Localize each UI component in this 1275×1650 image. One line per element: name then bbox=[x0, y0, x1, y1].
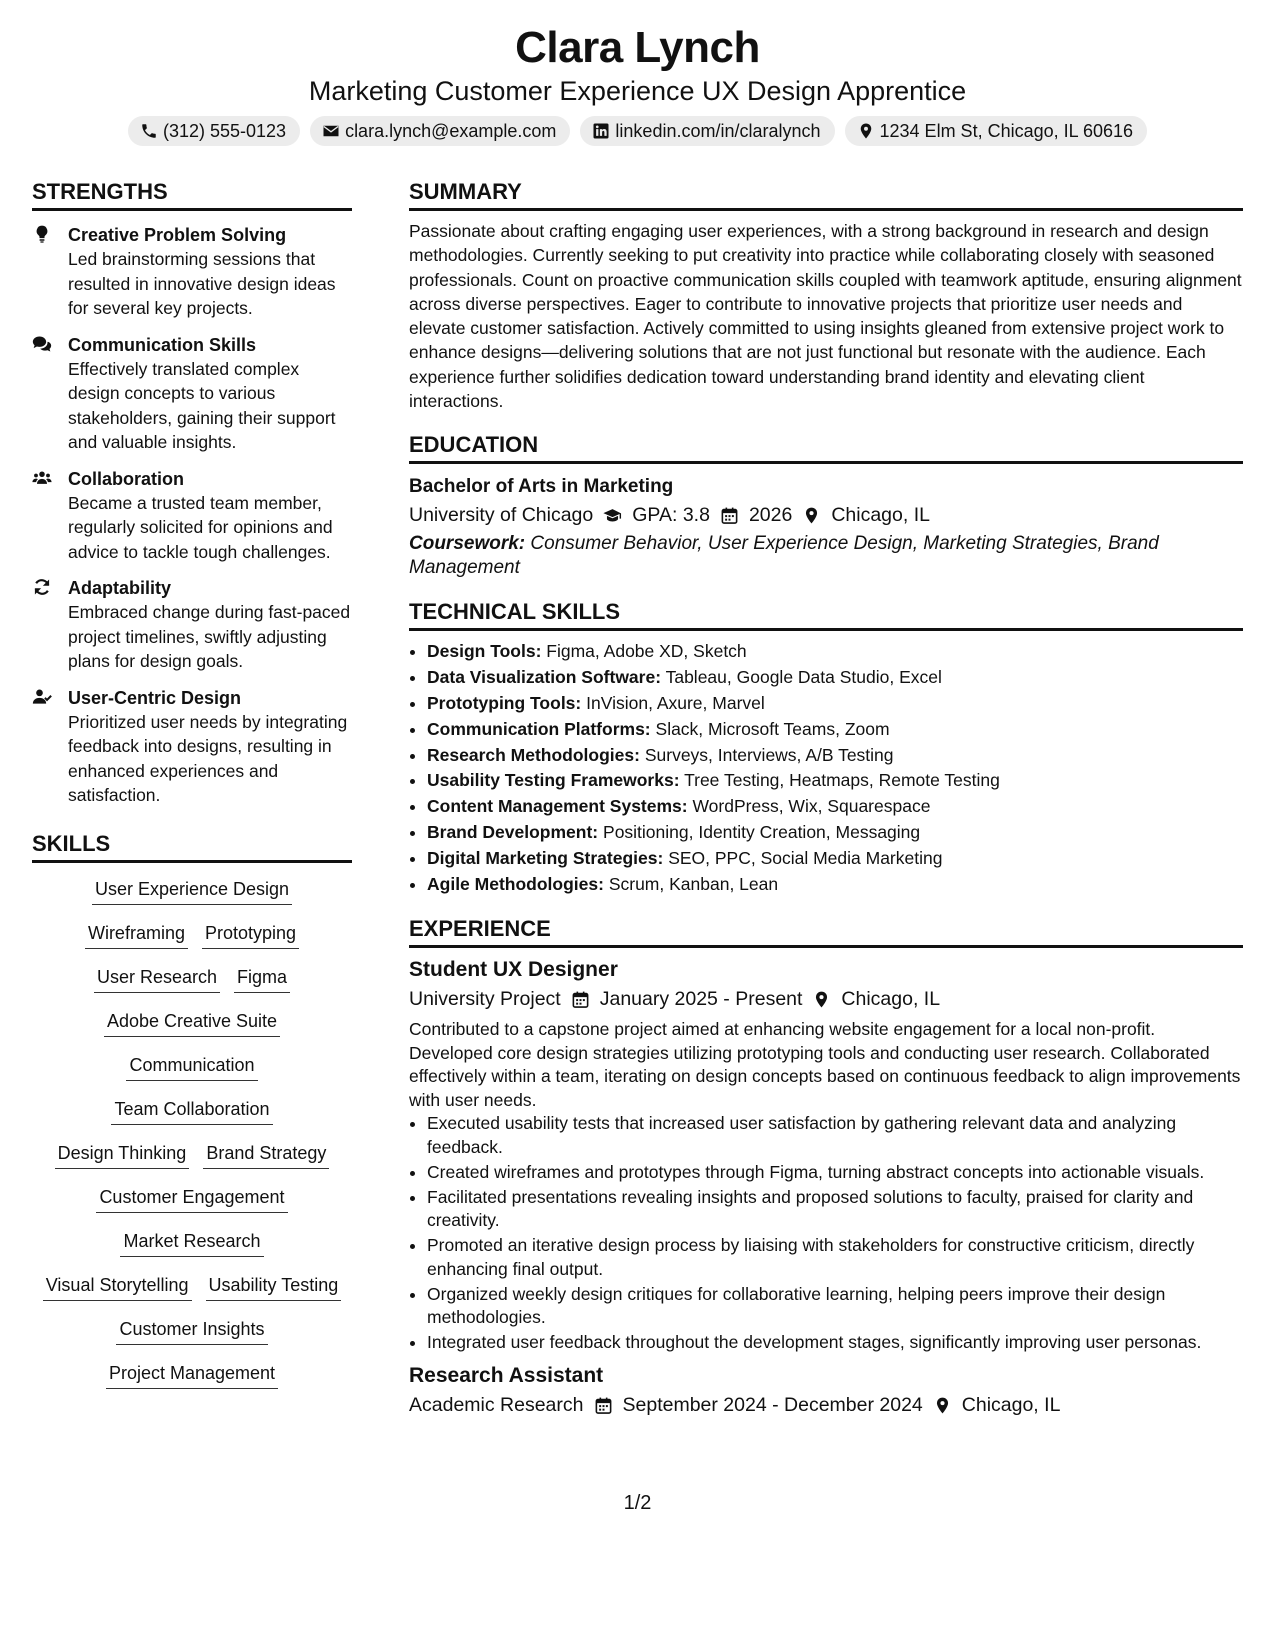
strength-item bbox=[32, 333, 352, 455]
summary-heading: SUMMARY bbox=[409, 178, 1243, 211]
skill-value: Tree Testing, Heatmaps, Remote Testing bbox=[684, 770, 1000, 791]
comments-icon bbox=[32, 333, 54, 455]
strength-desc: Led brainstorming sessions that resulted in innovative design ideas for several key projects. bbox=[68, 249, 336, 318]
contact-email-text: clara.lynch@example.com bbox=[345, 121, 557, 141]
education-location: Chicago, IL bbox=[831, 504, 930, 527]
strength-desc: Embraced change during fast-paced project timelines, swiftly adjusting plans for design goals. bbox=[68, 602, 351, 671]
degree-title: Bachelor of Arts in Marketing bbox=[409, 476, 674, 498]
calendar-icon bbox=[720, 506, 739, 525]
skill-tag: User Research bbox=[94, 965, 220, 993]
skill-tag: Adobe Creative Suite bbox=[104, 1009, 280, 1037]
education-meta bbox=[409, 500, 1243, 530]
list-item bbox=[427, 717, 1243, 743]
list-item bbox=[427, 743, 1243, 769]
job-location: Chicago, IL bbox=[961, 1394, 1061, 1417]
strength-title: Creative Problem Solving bbox=[68, 225, 287, 245]
envelope-icon bbox=[322, 122, 340, 140]
strength-item bbox=[32, 686, 352, 808]
skill-tag: Figma bbox=[234, 965, 290, 993]
strength-title: Adaptability bbox=[68, 578, 172, 598]
strength-desc: Became a trusted team member, regularly solicited for opinions and advice to tackle tough challenges. bbox=[68, 492, 333, 562]
strength-item bbox=[32, 467, 352, 565]
strength-title: Collaboration bbox=[68, 468, 184, 489]
resume-header bbox=[0, 0, 1275, 146]
coursework-label: Coursework: bbox=[409, 533, 526, 555]
skill-tag: Usability Testing bbox=[206, 1273, 342, 1301]
skill-tag: Communication bbox=[126, 1053, 257, 1081]
strengths-heading: STRENGTHS bbox=[32, 178, 352, 211]
skills-heading: SKILLS bbox=[32, 830, 352, 863]
skill-value: Figma, Adobe XD, Sketch bbox=[546, 641, 747, 662]
list-item bbox=[427, 846, 1243, 872]
technical-skills-heading: TECHNICAL SKILLS bbox=[409, 598, 1243, 631]
skill-tag: User Experience Design bbox=[92, 877, 292, 905]
right-column bbox=[409, 178, 1243, 1420]
skill-value: WordPress, Wix, Squarespace bbox=[692, 796, 931, 817]
contact-address-text: 1234 Elm St, Chicago, IL 60616 bbox=[879, 121, 1134, 141]
list-item bbox=[427, 820, 1243, 846]
candidate-title: Marketing Customer Experience UX Design Apprentice bbox=[308, 76, 967, 106]
candidate-name: Clara Lynch bbox=[515, 23, 760, 72]
skill-tag: Team Collaboration bbox=[111, 1097, 272, 1125]
list-item: • Facilitated presentations revealing insights and proposed solutions to faculty, praised for clarity and creativity. bbox=[427, 1186, 1243, 1232]
experience-heading: EXPERIENCE bbox=[409, 915, 1243, 948]
list-item bbox=[427, 768, 1243, 794]
skills-list bbox=[32, 877, 352, 1405]
strengths-list bbox=[32, 223, 352, 808]
list-item: • Organized weekly design critiques for collaborative learning, helping peers improve their design methodologies. bbox=[427, 1283, 1243, 1329]
skill-tag: Wireframing bbox=[85, 921, 188, 949]
list-item: • Created wireframes and prototypes through Figma, turning abstract concepts into actionable visuals. bbox=[427, 1161, 1243, 1184]
graduation-year: 2026 bbox=[748, 504, 793, 527]
skill-label: Communication Platforms: bbox=[427, 718, 651, 739]
summary-text: Passionate about crafting engaging user experiences, with a strong background in research and design methodologies. Currently seeking to put creativity into practice while collaborating closely with seasoned professionals. Count on proactive communication skills coupled with teamwork aptitude, ensuring alignment across diverse perspectives. Eager to contribute to innovative projects that prioritize user needs and elevate customer satisfaction. Actively committed to using insights gleaned from extensive project work to enhance designs—delivering solutions that are not just functional but resonate with the audience. Each experience further solidifies dedication toward understanding brand identity and elevating client interactions. bbox=[409, 221, 1242, 412]
refresh-icon bbox=[32, 576, 54, 674]
user-check-icon bbox=[32, 686, 54, 808]
strength-item bbox=[32, 223, 352, 321]
skill-label: Brand Development: bbox=[427, 821, 599, 842]
skill-value: Surveys, Interviews, A/B Testing bbox=[644, 744, 894, 765]
skill-label: Design Tools: bbox=[427, 641, 542, 662]
list-item bbox=[427, 794, 1243, 820]
job-dates: September 2024 - December 2024 bbox=[622, 1394, 923, 1417]
strength-desc: Prioritized user needs by integrating feedback into designs, resulting in enhanced experiences and satisfaction. bbox=[68, 711, 348, 805]
job-description: Contributed to a capstone project aimed at enhancing website engagement for a local non-profit. Developed core design strategies utilizing prototyping tools and conducting user research. Collaborated effectively within a team, iterating on design concepts based on continuous feedback to align improvements with user needs. bbox=[409, 1019, 1241, 1110]
map-pin-icon bbox=[802, 506, 821, 525]
job-dates: January 2025 - Present bbox=[599, 988, 803, 1011]
calendar-icon bbox=[571, 990, 590, 1009]
calendar-icon bbox=[594, 1396, 613, 1415]
skill-value: Slack, Microsoft Teams, Zoom bbox=[655, 718, 890, 739]
map-pin-icon bbox=[857, 122, 875, 140]
contact-email[interactable] bbox=[310, 116, 570, 146]
skill-value: InVision, Axure, Marvel bbox=[586, 692, 765, 713]
phone-icon bbox=[140, 122, 158, 140]
contact-address bbox=[845, 116, 1148, 146]
job-title: Student UX Designer bbox=[409, 958, 618, 982]
skill-label: Research Methodologies: bbox=[427, 744, 640, 765]
skill-value: SEO, PPC, Social Media Marketing bbox=[668, 847, 943, 868]
skill-value: Positioning, Identity Creation, Messaging bbox=[603, 821, 921, 842]
page-number: 1/2 bbox=[623, 1492, 652, 1514]
skill-tag: Market Research bbox=[120, 1229, 263, 1257]
list-item: • Promoted an iterative design process by liaising with stakeholders for constructive criticism, directly enhancing final output. bbox=[427, 1234, 1243, 1280]
users-icon bbox=[32, 467, 54, 565]
skill-value: Tableau, Google Data Studio, Excel bbox=[665, 667, 942, 688]
linkedin-icon bbox=[592, 122, 610, 140]
graduation-cap-icon bbox=[603, 506, 622, 525]
technical-skills-list bbox=[409, 639, 1243, 897]
list-item bbox=[427, 691, 1243, 717]
gpa: GPA: 3.8 bbox=[632, 504, 710, 527]
job-entry bbox=[409, 956, 1243, 1354]
skill-tag: Customer Engagement bbox=[96, 1185, 287, 1213]
skill-label: Usability Testing Frameworks: bbox=[427, 770, 680, 791]
strength-title: Communication Skills bbox=[68, 334, 257, 355]
left-column bbox=[32, 178, 352, 1405]
strength-desc: Effectively translated complex design concepts to various stakeholders, gaining their support and valuable insights. bbox=[68, 358, 336, 452]
skill-tag: Design Thinking bbox=[55, 1141, 190, 1169]
list-item bbox=[427, 665, 1243, 691]
job-bullets bbox=[409, 1112, 1243, 1354]
skill-label: Agile Methodologies: bbox=[427, 873, 604, 894]
strength-title: User-Centric Design bbox=[68, 687, 242, 708]
strength-item bbox=[32, 576, 352, 674]
job-entry bbox=[409, 1362, 1243, 1420]
school-name: University of Chicago bbox=[409, 504, 594, 527]
skill-value: Scrum, Kanban, Lean bbox=[608, 873, 779, 894]
coursework bbox=[409, 532, 1243, 580]
list-item bbox=[427, 872, 1243, 898]
skill-label: Data Visualization Software: bbox=[427, 667, 662, 688]
skill-tag: Customer Insights bbox=[116, 1317, 267, 1345]
education-heading: EDUCATION bbox=[409, 431, 1243, 464]
skill-label: Content Management Systems: bbox=[427, 796, 688, 817]
job-meta bbox=[409, 984, 1243, 1014]
list-item: • Integrated user feedback throughout the development stages, significantly improving user personas. bbox=[427, 1331, 1243, 1354]
contact-linkedin-text: linkedin.com/in/claralynch bbox=[615, 121, 821, 141]
map-pin-icon bbox=[812, 990, 831, 1009]
job-org: Academic Research bbox=[409, 1394, 584, 1417]
contact-phone[interactable] bbox=[128, 116, 300, 146]
skill-label: Prototyping Tools: bbox=[427, 692, 582, 713]
map-pin-icon bbox=[933, 1396, 952, 1415]
job-meta bbox=[409, 1390, 1243, 1420]
skill-tag: Visual Storytelling bbox=[43, 1273, 192, 1301]
list-item bbox=[427, 639, 1243, 665]
coursework-list: Consumer Behavior, User Experience Design, Marketing Strategies, Brand Management bbox=[409, 533, 1159, 579]
skill-tag: Prototyping bbox=[202, 921, 299, 949]
skill-tag: Brand Strategy bbox=[203, 1141, 329, 1169]
job-org: University Project bbox=[409, 988, 561, 1011]
job-title: Research Assistant bbox=[409, 1364, 604, 1388]
skill-label: Digital Marketing Strategies: bbox=[427, 847, 664, 868]
skill-tag: Project Management bbox=[106, 1361, 278, 1389]
contact-bar bbox=[0, 116, 1275, 146]
contact-linkedin[interactable] bbox=[580, 116, 834, 146]
list-item: • Executed usability tests that increased user satisfaction by gathering relevant data and analyzing feedback. bbox=[427, 1112, 1243, 1158]
contact-phone-text: (312) 555-0123 bbox=[162, 121, 287, 141]
lightbulb-icon bbox=[32, 223, 54, 321]
job-location: Chicago, IL bbox=[841, 988, 941, 1011]
